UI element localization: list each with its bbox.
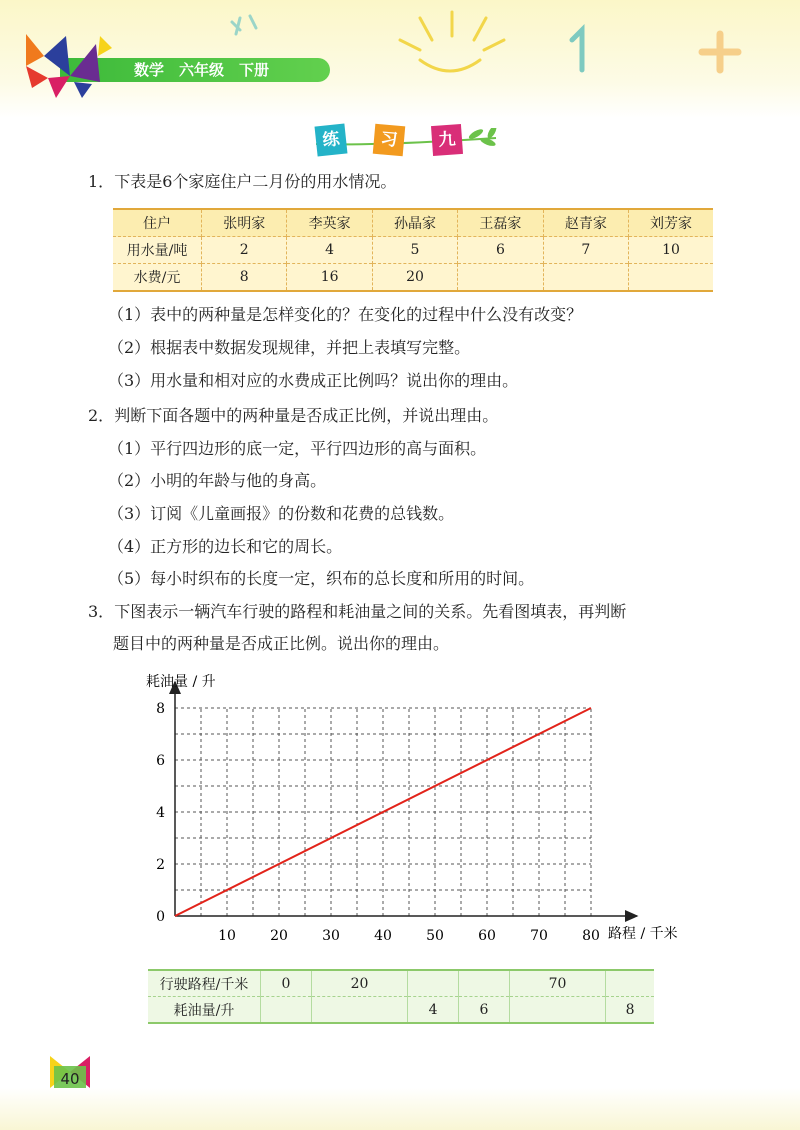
page-number-badge	[50, 1052, 90, 1092]
q2-sub-2: （2）小明的年龄与他的身高。	[108, 471, 327, 490]
fee-cell-blank[interactable]	[458, 264, 543, 292]
q2-sub-3: （3）订阅《儿童画报》的份数和花费的总钱数。	[108, 504, 455, 523]
distance-cell: 70	[509, 970, 605, 997]
table-row	[148, 970, 654, 997]
household-cell: 孙晶家	[372, 209, 457, 237]
fuel-cell-blank[interactable]	[311, 997, 407, 1024]
y-axis-label: 耗油量 / 升	[146, 674, 216, 690]
fee-cell: 20	[372, 264, 457, 292]
q1-sub-2: （2）根据表中数据发现规律，并把上表填写完整。	[108, 338, 471, 357]
fee-cell-blank[interactable]	[629, 264, 713, 292]
q1-text: 下表是6个家庭住户二月份的用水情况。	[114, 172, 397, 191]
distance-cell: 0	[261, 970, 312, 997]
row-label: 行驶路程/千米	[159, 976, 249, 993]
row-label: 水费/元	[113, 264, 202, 292]
q1-stem	[88, 170, 396, 194]
y-tick-label: 0	[156, 909, 165, 925]
fuel-distance-chart	[130, 668, 710, 950]
x-tick-label: 10	[218, 928, 236, 944]
q1-sub-1: （1）表中的两种量是怎样变化的？在变化的过程中什么没有改变？	[108, 305, 583, 324]
water-cell: 7	[543, 237, 628, 264]
row-label: 耗油量/升	[148, 997, 261, 1024]
fuel-cell: 8	[606, 997, 654, 1024]
plus-icon	[702, 34, 738, 70]
x-tick-label: 20	[270, 928, 288, 944]
q1-sub-3: （3）用水量和相对应的水费成正比例吗？说出你的理由。	[108, 371, 519, 390]
water-cell: 10	[629, 237, 713, 264]
y-tick-label: 8	[156, 701, 165, 717]
fuel-table	[148, 969, 654, 1024]
footer-band	[0, 1088, 800, 1130]
header-label: 数学 六年级 下册	[134, 61, 270, 79]
x-axis-label: 路程 / 千米	[608, 926, 678, 942]
fuel-cell: 6	[459, 997, 510, 1024]
water-cell: 4	[287, 237, 372, 264]
q2-number: 2．	[88, 406, 115, 425]
distance-cell-blank[interactable]	[459, 970, 510, 997]
y-tick-label: 2	[156, 857, 165, 873]
q3-number: 3．	[88, 602, 115, 621]
q2-stem	[88, 404, 498, 428]
row-label: 用水量/吨	[113, 237, 202, 264]
y-tick-label: 6	[156, 753, 165, 769]
one-glyph-icon	[572, 30, 582, 70]
distance-cell-blank[interactable]	[408, 970, 459, 997]
x-tick-label: 40	[374, 928, 392, 944]
fee-cell: 16	[287, 264, 372, 292]
q1-number: 1．	[88, 172, 115, 191]
title-char-1: 练	[315, 124, 348, 157]
fuel-cell-blank[interactable]	[509, 997, 605, 1024]
x-tick-label: 30	[322, 928, 340, 944]
water-cell: 2	[202, 237, 287, 264]
title-char-3: 九	[431, 124, 463, 156]
x-tick-label: 60	[478, 928, 496, 944]
table-row	[113, 264, 713, 292]
page-number: 40	[60, 1070, 80, 1088]
x-tick-label: 80	[582, 928, 600, 944]
distance-cell-blank[interactable]	[606, 970, 654, 997]
sparkle-icon	[232, 16, 256, 34]
q3-line1: 下图表示一辆汽车行驶的路程和耗油量之间的关系。先看图填表，再判断	[114, 602, 627, 621]
household-cell: 刘芳家	[629, 209, 713, 237]
water-cell: 6	[458, 237, 543, 264]
title-char-2: 习	[373, 124, 406, 157]
fuel-cell: 4	[408, 997, 459, 1024]
q3-stem	[88, 600, 626, 624]
water-usage-table	[113, 208, 713, 292]
distance-cell: 20	[311, 970, 407, 997]
y-tick-label: 4	[156, 805, 165, 821]
tangram-logo-icon	[26, 26, 116, 98]
q2-text: 判断下面各题中的两种量是否成正比例，并说出理由。	[114, 406, 499, 425]
fee-cell-blank[interactable]	[543, 264, 628, 292]
table-row	[113, 237, 713, 264]
table-row	[113, 209, 713, 237]
sun-icon	[400, 12, 504, 71]
q3-line2: 题目中的两种量是否成正比例。说出你的理由。	[113, 634, 450, 653]
fee-cell: 8	[202, 264, 287, 292]
row-label: 住户	[113, 209, 202, 237]
q2-sub-1: （1）平行四边形的底一定，平行四边形的高与面积。	[108, 439, 487, 458]
household-cell: 王磊家	[458, 209, 543, 237]
x-tick-label: 70	[530, 928, 548, 944]
household-cell: 赵青家	[543, 209, 628, 237]
fuel-cell-blank[interactable]	[261, 997, 312, 1024]
exercise-title	[316, 120, 506, 160]
household-cell: 李英家	[287, 209, 372, 237]
q2-sub-5: （5）每小时织布的长度一定，织布的总长度和所用的时间。	[108, 569, 535, 588]
household-cell: 张明家	[202, 209, 287, 237]
table-row	[148, 997, 654, 1024]
q2-sub-4: （4）正方形的边长和它的周长。	[108, 537, 343, 556]
x-tick-label: 50	[426, 928, 444, 944]
water-cell: 5	[372, 237, 457, 264]
